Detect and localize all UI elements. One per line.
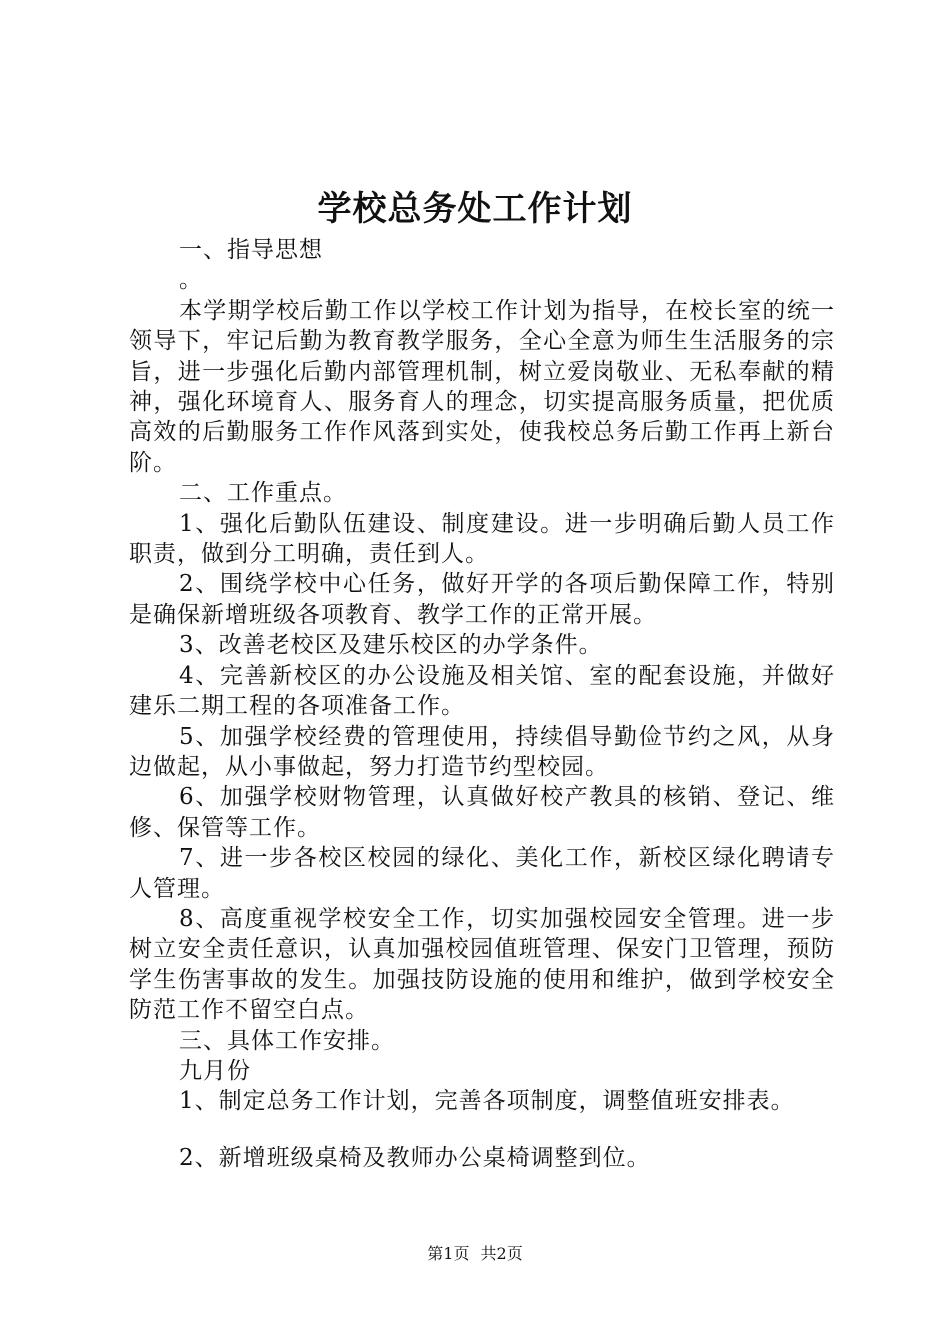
document-title: 学校总务处工作计划 [317,189,633,229]
list-item: 4、完善新校区的办公设施及相关馆、室的配套设施，并做好建乐二期工程的各项准备工作。 [129,662,835,720]
list-item: 5、加强学校经费的管理使用，持续倡导勤俭节约之风，从身边做起，从小事做起，努力打造节约型校园。 [129,723,835,780]
list-item: 7、进一步各校区校园的绿化、美化工作，新校区绿化聘请专人管理。 [129,845,835,902]
month-heading: 九月份 [179,1057,251,1084]
list-item: 6、加强学校财物管理，认真做好校产教具的核销、登记、维修、保管等工作。 [129,784,835,841]
page-footer [0,1242,950,1266]
section-heading: 二、工作重点。 [179,480,347,507]
section-heading: 一、指导思想 [179,237,323,263]
paragraph: 。 [179,267,203,294]
list-item: 1、强化后勤队伍建设、制度建设。进一步明确后勤人员工作职责，做到分工明确，责任到人。 [129,510,835,568]
paragraph: 本学期学校后勤工作以学校工作计划为指导，在校长室的统一领导下，牢记后勤为教育教学服务，全心全意为师生生活服务的宗旨，进一步强化后勤内部管理机制，树立爱岗敬业、无私奉献的精神，强化环境育人、服务育人的理念，切实提高服务质量，把优质高效的后勤服务工作作风落到实处，使我校总务后勤工作再上新台阶。 [129,297,835,476]
page-number: 第1页 [427,1244,470,1263]
list-item: 2、新增班级桌椅及教师办公桌椅调整到位。 [179,1144,651,1171]
list-item: 3、改善老校区及建乐校区的办学条件。 [179,632,603,659]
list-item: 8、高度重视学校安全工作，切实加强校园安全管理。进一步树立安全责任意识，认真加强校园值班管理、保安门卫管理，预防学生伤害事故的发生。加强技防设施的使用和维护，做到学校安全防范工作不留空白点。 [129,905,835,1024]
list-item: 1、制定总务工作计划，完善各项制度，调整值班安排表。 [179,1088,795,1115]
list-item: 2、围绕学校中心任务，做好开学的各项后勤保障工作，特别是确保新增班级各项教育、教学工作的正常开展。 [129,571,835,628]
section-heading: 三、具体工作安排。 [179,1027,395,1054]
page-total: 共2页 [480,1244,523,1263]
document-body [129,235,835,1173]
